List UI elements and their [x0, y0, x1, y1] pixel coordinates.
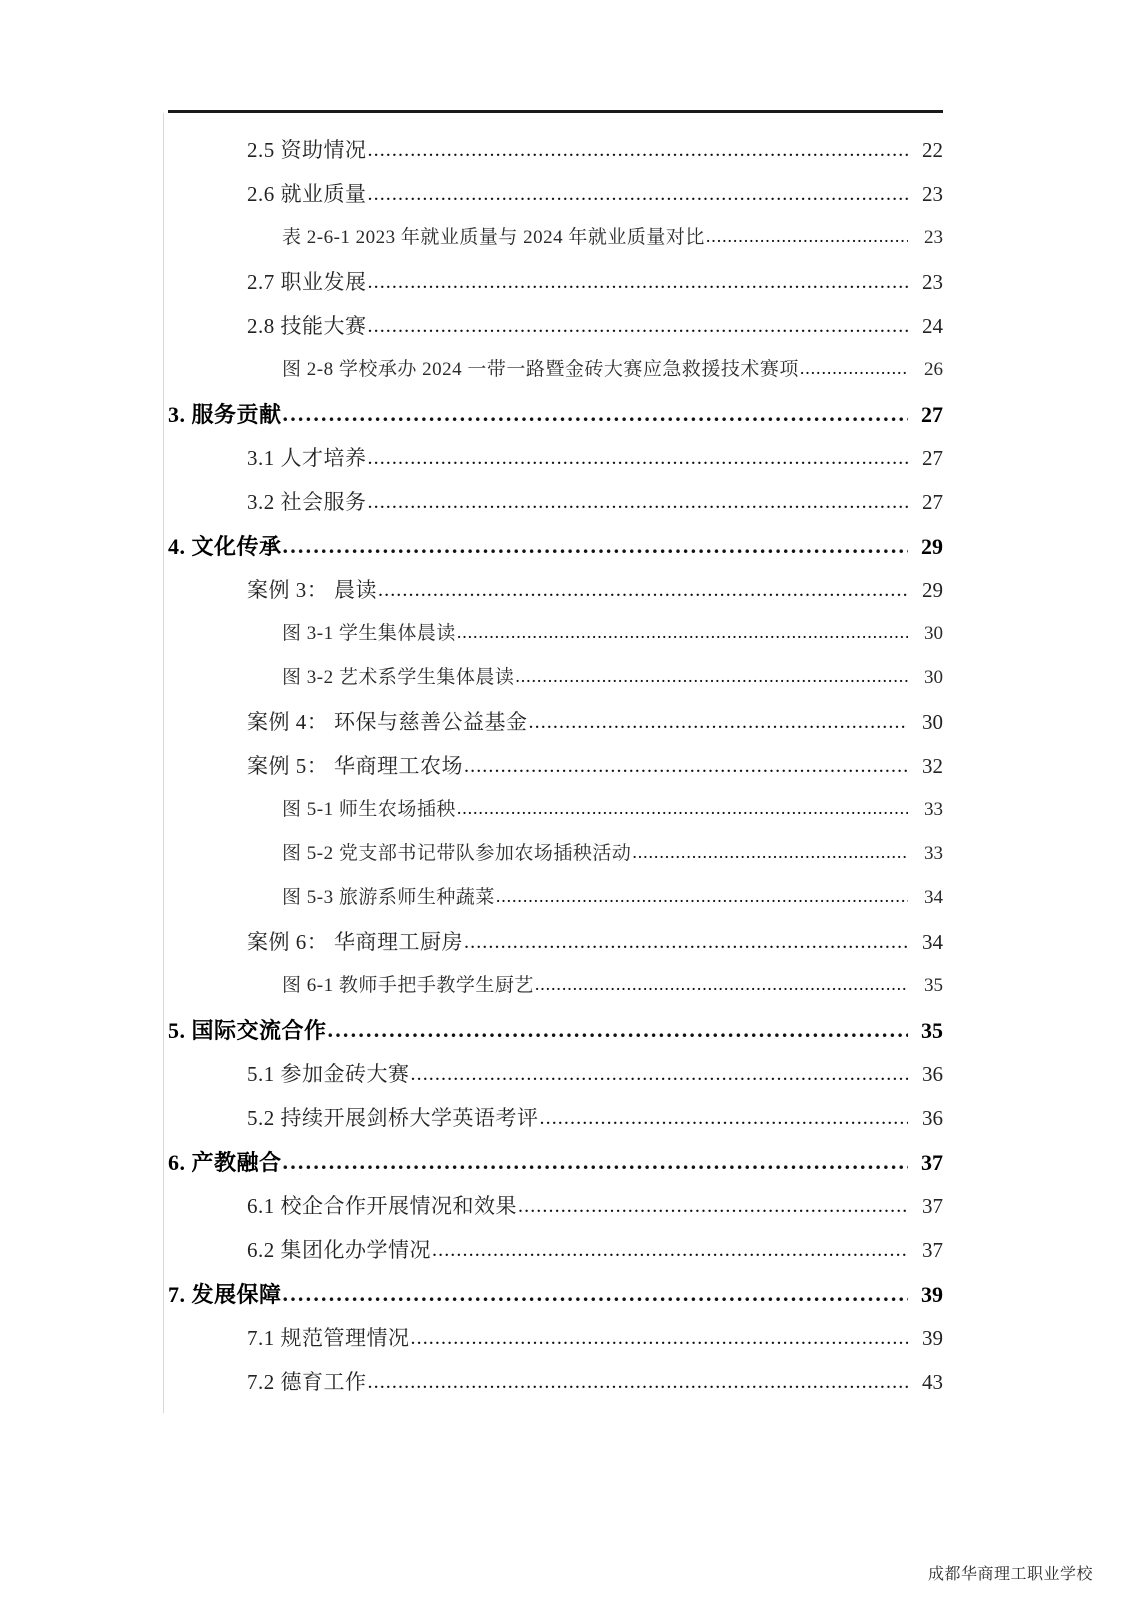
toc-entry-label: 案例 6： 华商理工厨房	[247, 930, 463, 954]
toc-entry[interactable]	[0, 662, 1131, 706]
toc-entry-page-number: 27	[921, 402, 943, 427]
toc-entry-page-number: 23	[922, 270, 943, 294]
header-rule	[168, 110, 943, 113]
toc-entry-page-number: 37	[922, 1238, 943, 1262]
toc-entry-label: 4. 文化传承	[168, 534, 282, 559]
toc-entry[interactable]	[0, 706, 1131, 750]
toc-entry-page-number: 22	[922, 138, 943, 162]
toc-entry[interactable]	[0, 178, 1131, 222]
toc-leader-dots	[283, 533, 908, 559]
toc-entry-page-number: 30	[922, 710, 943, 734]
toc-entry-page-number: 37	[921, 1150, 943, 1175]
toc-entry[interactable]	[0, 618, 1131, 662]
toc-leader-dots	[540, 1107, 909, 1130]
toc-entry[interactable]	[0, 530, 1131, 574]
toc-entry-label: 6. 产教融合	[168, 1150, 282, 1175]
footer-watermark: 成都华商理工职业学校	[927, 1564, 1093, 1583]
toc-entry-label: 7. 发展保障	[168, 1282, 282, 1307]
toc-leader-dots	[368, 271, 909, 294]
toc-entry-label: 图 5-3 旅游系师生种蔬菜	[282, 887, 495, 908]
toc-entry-page-number: 30	[924, 667, 943, 688]
toc-leader-dots	[378, 579, 908, 602]
toc-entry-page-number: 36	[922, 1106, 943, 1130]
toc-entry-label: 3.1 人才培养	[247, 446, 367, 470]
toc-entry[interactable]	[0, 354, 1131, 398]
toc-entry-label: 5.1 参加金砖大赛	[247, 1062, 410, 1086]
toc-leader-dots	[283, 401, 908, 427]
toc-entry[interactable]	[0, 1102, 1131, 1146]
toc-entry-page-number: 34	[924, 887, 943, 908]
toc-entry-page-number: 23	[924, 227, 943, 248]
toc-entry[interactable]	[0, 486, 1131, 530]
toc-entry-page-number: 30	[924, 623, 943, 644]
toc-leader-dots	[496, 886, 908, 907]
toc-entry-page-number: 34	[922, 930, 943, 954]
toc-entry-label: 3. 服务贡献	[168, 402, 282, 427]
toc-entry[interactable]	[0, 222, 1131, 266]
toc-entry-page-number: 32	[922, 754, 943, 778]
toc-entry[interactable]	[0, 750, 1131, 794]
toc-entry[interactable]	[0, 1014, 1131, 1058]
toc-entry-label: 图 3-1 学生集体晨读	[282, 623, 456, 644]
toc-leader-dots	[518, 1195, 908, 1218]
toc-entry[interactable]	[0, 442, 1131, 486]
toc-leader-dots	[632, 842, 908, 863]
toc-leader-dots	[706, 226, 908, 247]
toc-entry-label: 2.6 就业质量	[247, 182, 367, 206]
toc-leader-dots	[464, 755, 908, 778]
toc-entry[interactable]	[0, 1190, 1131, 1234]
toc-entry[interactable]	[0, 1146, 1131, 1190]
toc-entry-page-number: 43	[922, 1370, 943, 1394]
toc-entry-page-number: 24	[922, 314, 943, 338]
toc-entry-label: 7.1 规范管理情况	[247, 1326, 410, 1350]
toc-leader-dots	[800, 358, 908, 379]
toc-entry[interactable]	[0, 926, 1131, 970]
toc-entry[interactable]	[0, 1278, 1131, 1322]
toc-entry-label: 图 5-1 师生农场插秧	[282, 799, 456, 820]
toc-entry-page-number: 23	[922, 182, 943, 206]
toc-entry[interactable]	[0, 574, 1131, 618]
toc-entry-label: 案例 4： 环保与慈善公益基金	[247, 710, 528, 734]
toc-entry-page-number: 35	[924, 975, 943, 996]
toc-leader-dots	[464, 931, 908, 954]
toc-entry-label: 案例 3： 晨读	[247, 578, 377, 602]
toc-entry-label: 2.5 资助情况	[247, 138, 367, 162]
toc-entry[interactable]	[0, 1234, 1131, 1278]
toc-entry-label: 表 2-6-1 2023 年就业质量与 2024 年就业质量对比	[282, 227, 705, 248]
toc-entry-page-number: 29	[921, 534, 943, 559]
toc-leader-dots	[457, 622, 908, 643]
toc-leader-dots	[432, 1239, 908, 1262]
toc-entry-label: 图 3-2 艺术系学生集体晨读	[282, 667, 515, 688]
toc-leader-dots	[368, 315, 909, 338]
toc-entry-page-number: 39	[922, 1326, 943, 1350]
toc-leader-dots	[283, 1149, 908, 1175]
toc-entry[interactable]	[0, 310, 1131, 354]
toc-leader-dots	[368, 491, 909, 514]
toc-leader-dots	[529, 711, 909, 734]
toc-leader-dots	[368, 447, 909, 470]
toc-entry-page-number: 27	[922, 490, 943, 514]
toc-leader-dots	[411, 1327, 909, 1350]
toc-entry-label: 2.8 技能大赛	[247, 314, 367, 338]
toc-leader-dots	[411, 1063, 909, 1086]
toc-entry-label: 6.1 校企合作开展情况和效果	[247, 1194, 517, 1218]
toc-entry-page-number: 29	[922, 578, 943, 602]
toc-leader-dots	[283, 1281, 908, 1307]
toc-entry-label: 5. 国际交流合作	[168, 1018, 327, 1043]
toc-entry-page-number: 26	[924, 359, 943, 380]
toc-entry[interactable]	[0, 1322, 1131, 1366]
toc-entry-page-number: 37	[922, 1194, 943, 1218]
toc-entry-label: 7.2 德育工作	[247, 1370, 367, 1394]
toc-leader-dots	[457, 798, 908, 819]
toc-leader-dots	[368, 1371, 909, 1394]
table-of-contents	[0, 134, 1131, 1410]
toc-leader-dots	[368, 183, 909, 206]
toc-entry-label: 图 2-8 学校承办 2024 一带一路暨金砖大赛应急救援技术赛项	[282, 359, 799, 380]
toc-entry-page-number: 27	[922, 446, 943, 470]
toc-entry[interactable]	[0, 398, 1131, 442]
toc-entry-label: 图 5-2 党支部书记带队参加农场插秧活动	[282, 843, 632, 864]
toc-entry[interactable]	[0, 1058, 1131, 1102]
toc-entry-page-number: 39	[921, 1282, 943, 1307]
toc-entry-page-number: 33	[924, 799, 943, 820]
toc-entry-label: 3.2 社会服务	[247, 490, 367, 514]
toc-leader-dots	[328, 1017, 908, 1043]
toc-entry-page-number: 36	[922, 1062, 943, 1086]
toc-leader-dots	[515, 666, 908, 687]
toc-entry[interactable]	[0, 1366, 1131, 1410]
toc-entry[interactable]	[0, 970, 1131, 1014]
toc-entry-label: 案例 5： 华商理工农场	[247, 754, 463, 778]
toc-entry[interactable]	[0, 838, 1131, 882]
toc-leader-dots	[535, 974, 908, 995]
toc-entry[interactable]	[0, 266, 1131, 310]
toc-entry[interactable]	[0, 134, 1131, 178]
toc-entry-page-number: 35	[921, 1018, 943, 1043]
toc-entry-label: 图 6-1 教师手把手教学生厨艺	[282, 975, 534, 996]
toc-entry-page-number: 33	[924, 843, 943, 864]
toc-entry[interactable]	[0, 882, 1131, 926]
toc-leader-dots	[368, 139, 909, 162]
toc-entry[interactable]	[0, 794, 1131, 838]
toc-entry-label: 6.2 集团化办学情况	[247, 1238, 431, 1262]
toc-entry-label: 2.7 职业发展	[247, 270, 367, 294]
toc-entry-label: 5.2 持续开展剑桥大学英语考评	[247, 1106, 539, 1130]
